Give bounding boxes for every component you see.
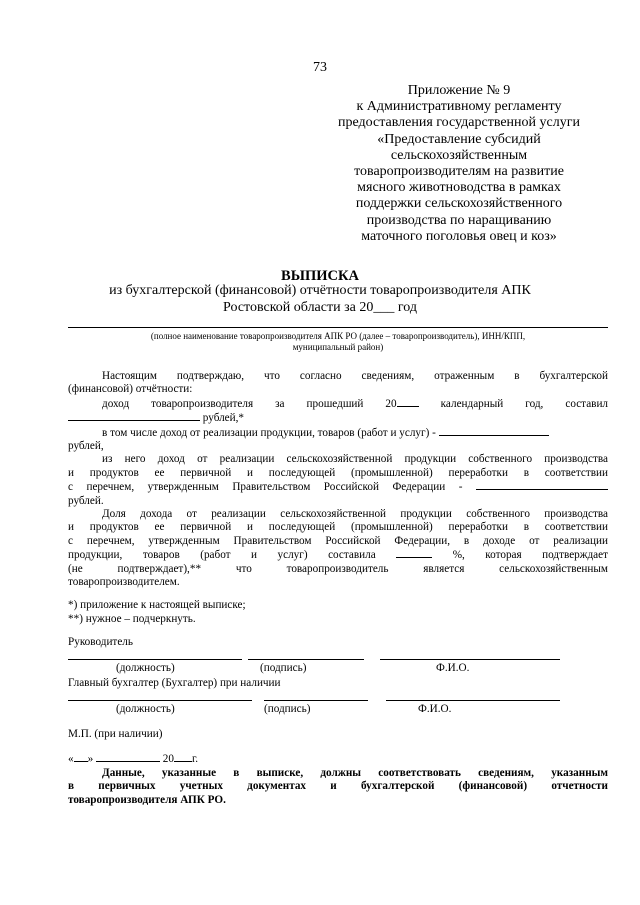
accountant-fio-line [386, 700, 560, 701]
subtitle-line-2: Ростовской области за 20___ год [223, 299, 417, 315]
share-text: продукции, товаров (работ и услуг) составила [68, 549, 376, 562]
accountant-position-line [68, 700, 252, 701]
date-year-prefix: 20 [162, 753, 174, 765]
footnote-2: **) нужное – подчеркнуть. [68, 613, 196, 625]
appendix-line: предоставления государственной услуги [338, 115, 580, 131]
body-line: рублей, [68, 440, 104, 453]
agri-income-fill [476, 480, 608, 490]
appendix-line: сельскохозяйственным [390, 147, 528, 163]
year-digits-fill [174, 752, 192, 762]
head-fio-caption: Ф.И.О. [436, 662, 470, 674]
footnote-1: *) приложение к настоящей выписке; [68, 599, 246, 611]
head-signature-line [248, 659, 364, 660]
body-line: и продуктов ее первичной и последующей (промышленной) переработки в соответствии [68, 521, 608, 534]
appendix-line: «Предоставление субсидий [377, 131, 541, 147]
appendix-line: поддержки сельскохозяйственного [355, 196, 563, 212]
accountant-signature-line [264, 700, 368, 701]
head-position-caption: (должность) [116, 662, 175, 674]
accountant-position-caption: (должность) [116, 703, 175, 715]
appendix-line: Приложение № 9 [407, 83, 511, 98]
date-line [68, 752, 198, 765]
appendix-header [314, 83, 604, 245]
accountant-fio-caption: Ф.И.О. [418, 703, 452, 715]
footnotes [68, 598, 246, 626]
head-signature-caption: (подпись) [260, 662, 307, 674]
share-fill [396, 548, 432, 558]
name-note-line-1: (полное наименование товаропроизводителя АПК РО (далее – товаропроизводитель), ИНН/КПП, [150, 331, 526, 341]
appendix-line: производства по наращиванию [366, 212, 552, 228]
income-text-2: календарный год, составил [440, 397, 609, 410]
body-line: Доля дохода от реализации сельскохозяйственной продукции собственного производства [102, 508, 608, 521]
sales-income-text: в том числе доход от реализации продукции, товаров (работ и услуг) - [102, 426, 436, 439]
date-open-quote: « [68, 753, 74, 765]
body-line: (финансовой) отчётности: [68, 383, 193, 396]
sales-income-fill [439, 426, 549, 436]
appendix-line: мясного животноводства в рамках [357, 180, 561, 196]
closing-note [68, 767, 608, 807]
head-label: Руководитель [68, 636, 133, 648]
body-line: и продуктов ее первичной и последующей (промышленной) переработки в соответствии [68, 466, 608, 479]
accountant-signature-caption: (подпись) [264, 703, 311, 715]
year-fill [397, 397, 419, 407]
income-text: доход товаропроизводителя за прошедший 20 [102, 397, 397, 410]
name-fill-line [68, 327, 608, 328]
head-fio-line [380, 659, 560, 660]
agri-income-line [68, 480, 608, 494]
body-line: рублей. [68, 494, 104, 507]
document-subtitle [0, 283, 640, 316]
page-number: 73 [313, 60, 327, 75]
share-line [68, 548, 608, 562]
appendix-line: к Административному регламенту [356, 99, 562, 115]
income-line [68, 397, 608, 411]
day-fill [74, 752, 88, 762]
date-suffix: г. [191, 753, 199, 765]
body-line: с перечнем, утвержденным Правительством Российской Федерации, в доходе от реализации [68, 534, 608, 547]
name-field-note [68, 331, 608, 353]
share-text-2: %, которая подтверждает [452, 549, 609, 562]
income-amount-line [68, 411, 608, 425]
subtitle-line-1: из бухгалтерской (финансовой) отчётности товаропроизводителя АПК [109, 283, 531, 298]
appendix-line: товаропроизводителям на развитие [354, 164, 564, 180]
appendix-line: маточного поголовья овец и коз» [361, 228, 557, 244]
body-line: из него доход от реализации сельскохозяйственной продукции собственного производства [102, 453, 608, 466]
month-fill [96, 752, 160, 762]
closing-line-2: в первичных учетных документах и бухгалтерской (финансовой) отчетности [68, 780, 608, 793]
head-position-line [68, 659, 242, 660]
chief-accountant-label: Главный бухгалтер (Бухгалтер) при наличии [68, 677, 281, 689]
closing-line-1: Данные, указанные в выписке, должны соответствовать сведениям, указанным [102, 767, 608, 779]
stamp-label: М.П. (при наличии) [68, 728, 163, 740]
body-line: товаропроизводителем. [68, 576, 180, 589]
rubles-label: рублей,* [202, 412, 245, 425]
date-close-quote: » [87, 753, 94, 765]
closing-line-3: товаропроизводителя АПК РО. [68, 793, 226, 806]
agri-income-text: с перечнем, утвержденным Правительством Российской Федерации - [68, 481, 463, 494]
name-note-line-2: муниципальный район) [292, 342, 384, 352]
statement-body [68, 370, 608, 590]
income-amount-fill [68, 411, 200, 421]
body-line: Настоящим подтверждаю, что согласно сведениям, отраженным в бухгалтерской [102, 370, 608, 382]
body-line: (не подтверждает),** что товаропроизводитель является сельскохозяйственным [68, 562, 608, 575]
document-title: ВЫПИСКА [281, 268, 359, 284]
sales-income-line [68, 426, 608, 440]
